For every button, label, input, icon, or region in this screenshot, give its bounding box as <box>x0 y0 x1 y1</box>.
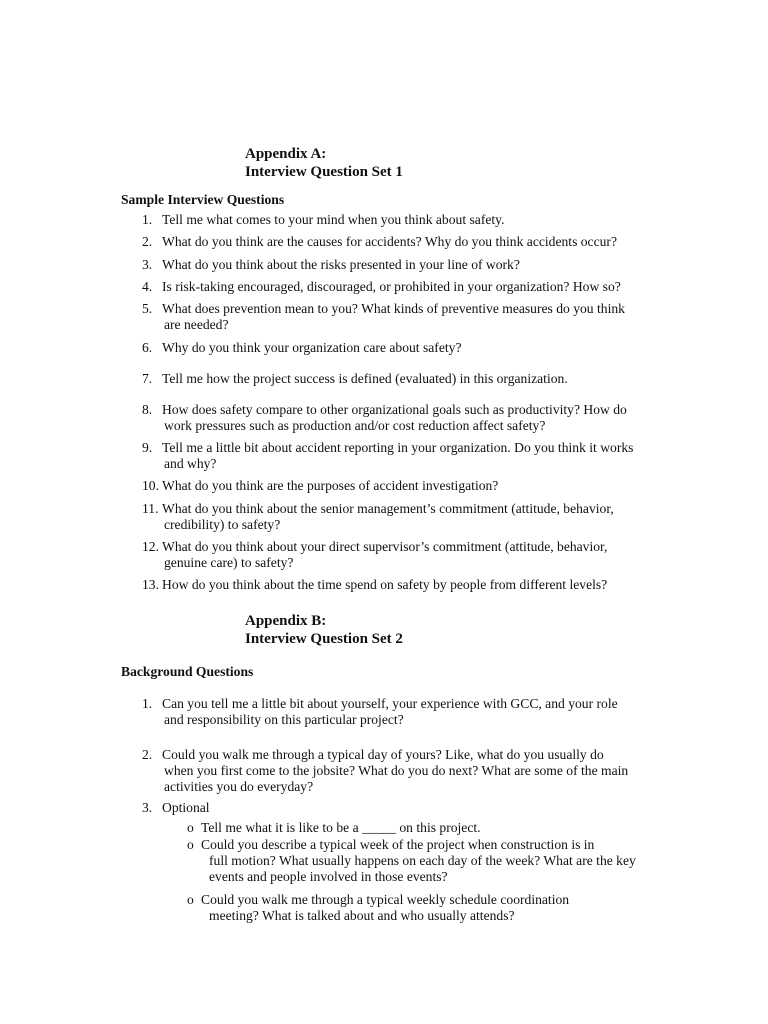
question-text-continued: work pressures such as production and/or cost reduction affect safety? <box>164 418 546 433</box>
question-text: Why do you think your organization care about safety? <box>162 340 462 355</box>
appendix-a-heading <box>245 145 403 181</box>
question-text: Can you tell me a little bit about yourself, your experience with GCC, and your role <box>162 696 618 711</box>
optional-item <box>187 837 707 885</box>
question-item <box>142 371 702 387</box>
question-text-continued: and responsibility on this particular project? <box>164 712 404 727</box>
question-number: 4. <box>142 279 153 294</box>
question-text: Tell me how the project success is defined (evaluated) in this organization. <box>162 371 568 386</box>
question-text-continued: and why? <box>164 456 217 471</box>
question-text: What do you think about your direct supervisor’s commitment (attitude, behavior, <box>162 539 608 554</box>
question-item <box>142 800 702 816</box>
question-number: 13. <box>142 577 159 592</box>
question-item <box>142 501 702 533</box>
question-number: 9. <box>142 440 153 455</box>
question-number: 7. <box>142 371 153 386</box>
question-text: How do you think about the time spend on safety by people from different levels? <box>162 577 608 592</box>
optional-text: Tell me what it is like to be a _____ on this project. <box>201 820 481 835</box>
question-text: How does safety compare to other organizational goals such as productivity? How do <box>162 402 627 417</box>
question-text: What do you think are the purposes of accident investigation? <box>162 478 499 493</box>
optional-item <box>187 820 707 836</box>
question-text: Is risk-taking encouraged, discouraged, or prohibited in your organization? How so? <box>162 279 621 294</box>
question-text: What do you think are the causes for accidents? Why do you think accidents occur? <box>162 234 617 249</box>
appendix-a-title: Interview Question Set 1 <box>245 164 403 180</box>
question-text: Could you walk me through a typical day of yours? Like, what do you usually do <box>162 747 604 762</box>
question-text: Tell me what comes to your mind when you think about safety. <box>162 212 505 227</box>
question-number: 2. <box>142 234 153 249</box>
question-text-continued: are needed? <box>164 317 229 332</box>
question-item <box>142 440 702 472</box>
question-item <box>142 234 702 250</box>
question-item <box>142 340 702 356</box>
question-item <box>142 577 702 593</box>
optional-text: Could you walk me through a typical weekly schedule coordination <box>201 892 570 907</box>
question-number: 12. <box>142 539 159 554</box>
question-number: 1. <box>142 696 153 711</box>
question-number: 11. <box>142 501 159 516</box>
question-text-continued: credibility) to safety? <box>164 517 281 532</box>
question-number: 6. <box>142 340 153 355</box>
optional-text-continued: meeting? What is talked about and who usually attends? <box>209 908 515 923</box>
question-text: What does prevention mean to you? What kinds of preventive measures do you think <box>162 301 625 316</box>
question-text: What do you think about the senior management’s commitment (attitude, behavior, <box>162 501 614 516</box>
question-number: 8. <box>142 402 153 417</box>
question-text: Optional <box>162 800 210 815</box>
question-number: 10. <box>142 478 159 493</box>
question-item <box>142 212 702 228</box>
question-item <box>142 478 702 494</box>
question-text-continued: genuine care) to safety? <box>164 555 294 570</box>
question-item <box>142 257 702 273</box>
question-item <box>142 696 702 728</box>
question-item <box>142 747 702 795</box>
question-number: 5. <box>142 301 153 316</box>
question-number: 3. <box>142 800 153 815</box>
question-item <box>142 279 702 295</box>
question-text-continued: when you first come to the jobsite? What do you do next? What are some of the main <box>164 763 629 778</box>
appendix-b-title: Interview Question Set 2 <box>245 631 403 647</box>
appendix-b-label: Appendix B: <box>245 613 327 629</box>
bullet-marker: o <box>187 837 194 852</box>
question-number: 2. <box>142 747 153 762</box>
bullet-marker: o <box>187 892 194 907</box>
bullet-marker: o <box>187 820 194 835</box>
question-item <box>142 402 702 434</box>
question-item <box>142 301 702 333</box>
optional-item <box>187 892 707 924</box>
question-text-continued: activities you do everyday? <box>164 779 314 794</box>
question-item <box>142 539 702 571</box>
appendix-b-heading <box>245 612 403 648</box>
sample-questions-title: Sample Interview Questions <box>121 192 285 207</box>
optional-text-continued: events and people involved in those events? <box>209 869 448 884</box>
optional-text-continued: full motion? What usually happens on each day of the week? What are the key <box>209 853 636 868</box>
question-number: 3. <box>142 257 153 272</box>
optional-text: Could you describe a typical week of the project when construction is in <box>201 837 595 852</box>
question-text: Tell me a little bit about accident reporting in your organization. Do you think it works <box>162 440 634 455</box>
question-text: What do you think about the risks presented in your line of work? <box>162 257 520 272</box>
appendix-a-label: Appendix A: <box>245 146 327 162</box>
question-number: 1. <box>142 212 153 227</box>
background-questions-title: Background Questions <box>121 664 254 679</box>
